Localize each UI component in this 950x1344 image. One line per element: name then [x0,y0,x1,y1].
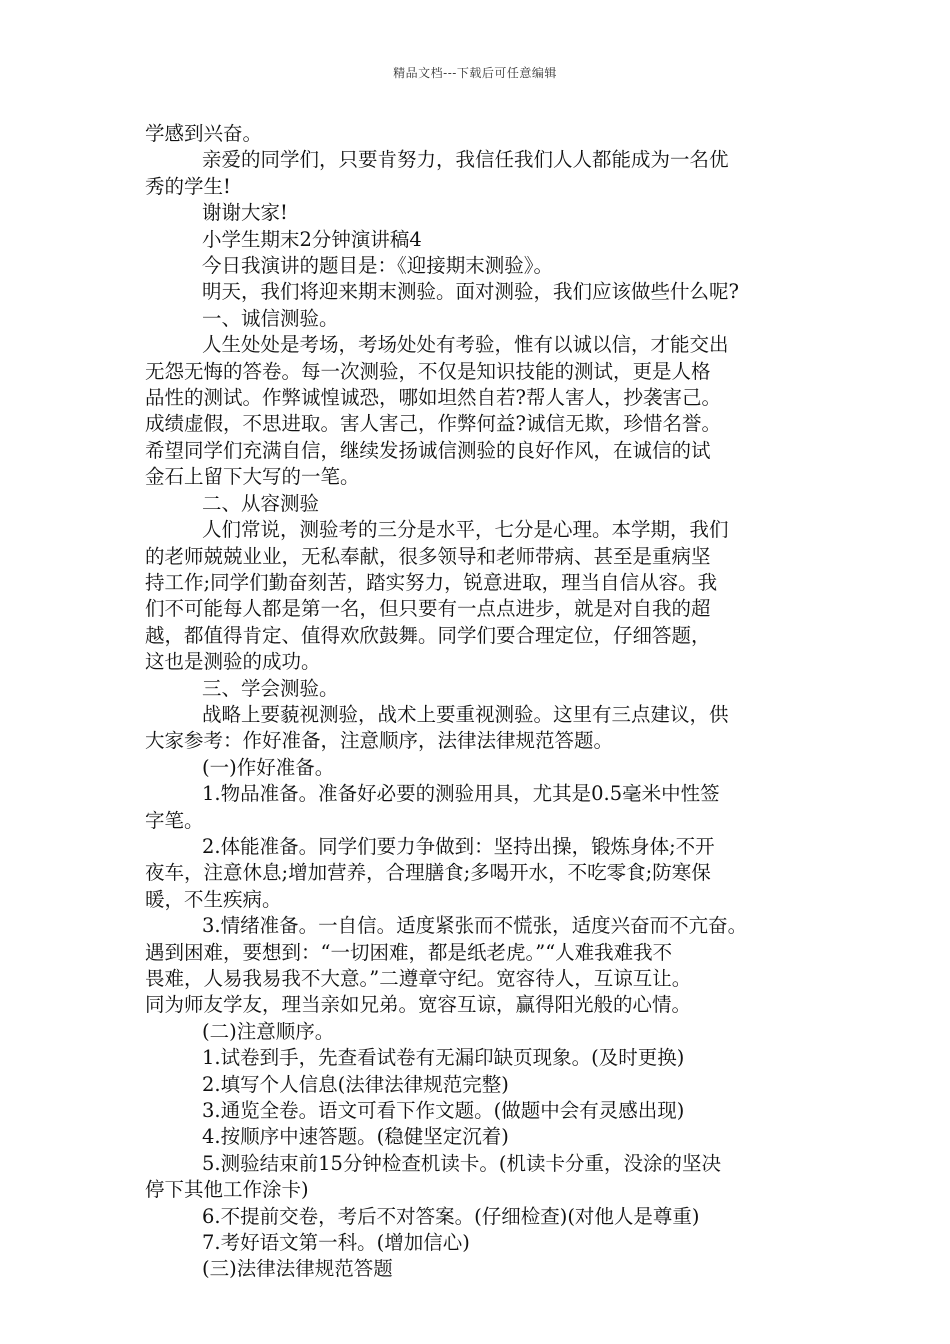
text-line: 希望同学们充满自信，继续发扬诚信测验的良好作风，在诚信的试 [145,438,711,462]
text-line: 2.填写个人信息(法律法律规范完整) [202,1072,509,1096]
text-line: 持工作;同学们勤奋刻苦，踏实努力，锐意进取，理当自信从容。我 [145,570,718,594]
text-line: 3.情绪准备。一自信。适度紧张而不慌张，适度兴奋而不亢奋。 [202,914,748,938]
text-line: 金石上留下大写的一笔。 [145,465,360,489]
text-line: 遇到困难，要想到：“一切困难，都是纸老虎。”“人难我难我不 [145,940,673,964]
text-line: 三、学会测验。 [202,676,339,700]
text-line: 大家参考：作好准备，注意顺序，法律法律规范答题。 [145,729,614,753]
text-line: 一、诚信测验。 [202,306,339,330]
text-line: 这也是测验的成功。 [145,650,321,674]
text-line: 越，都值得肯定、值得欢欣鼓舞。同学们要合理定位，仔细答题， [145,623,711,647]
text-line: 战略上要藐视测验，战术上要重视测验。这里有三点建议，供 [202,702,729,726]
text-line: 明天，我们将迎来期末测验。面对测验，我们应该做些什么呢? [202,280,739,304]
text-line: (二)注意顺序。 [202,1019,335,1043]
text-line: 人生处处是考场，考场处处有考验，惟有以诚以信，才能交出 [202,333,729,357]
text-line: 秀的学生! [145,174,231,198]
text-line: (三)法律法律规范答题 [202,1257,393,1281]
text-line: 学感到兴奋。 [145,122,263,145]
text-line: 暖，不生疾病。 [145,887,282,911]
text-line: 二、从容测验 [202,491,320,515]
text-line: 成绩虚假，不思进取。害人害己，作弊何益?诚信无欺，珍惜名誉。 [145,412,721,436]
text-line: 人们常说，测验考的三分是水平，七分是心理。本学期，我们 [202,518,729,542]
text-line: 5.测验结束前15分钟检查机读卡。(机读卡分重，没涂的坚决 [202,1151,722,1175]
text-line: 4.按顺序中速答题。(稳健坚定沉着) [202,1125,509,1149]
text-line: 小学生期末2分钟演讲稿4 [202,227,422,251]
text-line: 无怨无悔的答卷。每一次测验，不仅是知识技能的测试，更是人格 [145,359,711,383]
text-line: 3.通览全卷。语文可看下作文题。(做题中会有灵感出现) [202,1099,685,1123]
text-line: 的老师兢兢业业，无私奉献，很多领导和老师带病、甚至是重病坚 [145,544,711,568]
document-body [145,121,825,1283]
text-line: 1.试卷到手，先查看试卷有无漏印缺页现象。(及时更换) [202,1046,685,1070]
text-line: 今日我演讲的题目是：《迎接期末测验》。 [202,254,554,278]
text-line: 品性的测试。作弊诚惶诚恐，哪如坦然自若?帮人害人，抄袭害己。 [145,386,721,410]
text-line: (一)作好准备。 [202,755,335,779]
text-line: 1.物品准备。准备好必要的测验用具，尤其是0.5毫米中性签 [202,782,720,806]
text-line: 夜车，注意休息;增加营养，合理膳食;多喝开水，不吃零食;防寒保 [145,861,711,885]
text-line: 谢谢大家! [202,201,288,225]
text-line: 停下其他工作涂卡) [145,1178,309,1202]
text-line: 7.考好语文第一科。(增加信心) [202,1231,470,1255]
text-line: 同为师友学友，理当亲如兄弟。宽容互谅，赢得阳光般的心情。 [145,993,692,1017]
text-line: 字笔。 [145,808,204,832]
text-line: 6.不提前交卷，考后不对答案。(仔细检查)(对他人是尊重) [202,1204,700,1228]
page-header: 精品文档---下载后可任意编辑 [393,66,557,80]
text-line: 畏难，人易我易我不大意。”二遵章守纪。宽容待人，互谅互让。 [145,967,692,990]
text-line: 亲爱的同学们，只要肯努力，我信任我们人人都能成为一名优 [202,148,729,172]
text-line: 2.体能准备。同学们要力争做到：坚持出操，锻炼身体;不开 [202,834,715,858]
text-line: 们不可能每人都是第一名，但只要有一点点进步，就是对自我的超 [145,597,711,621]
